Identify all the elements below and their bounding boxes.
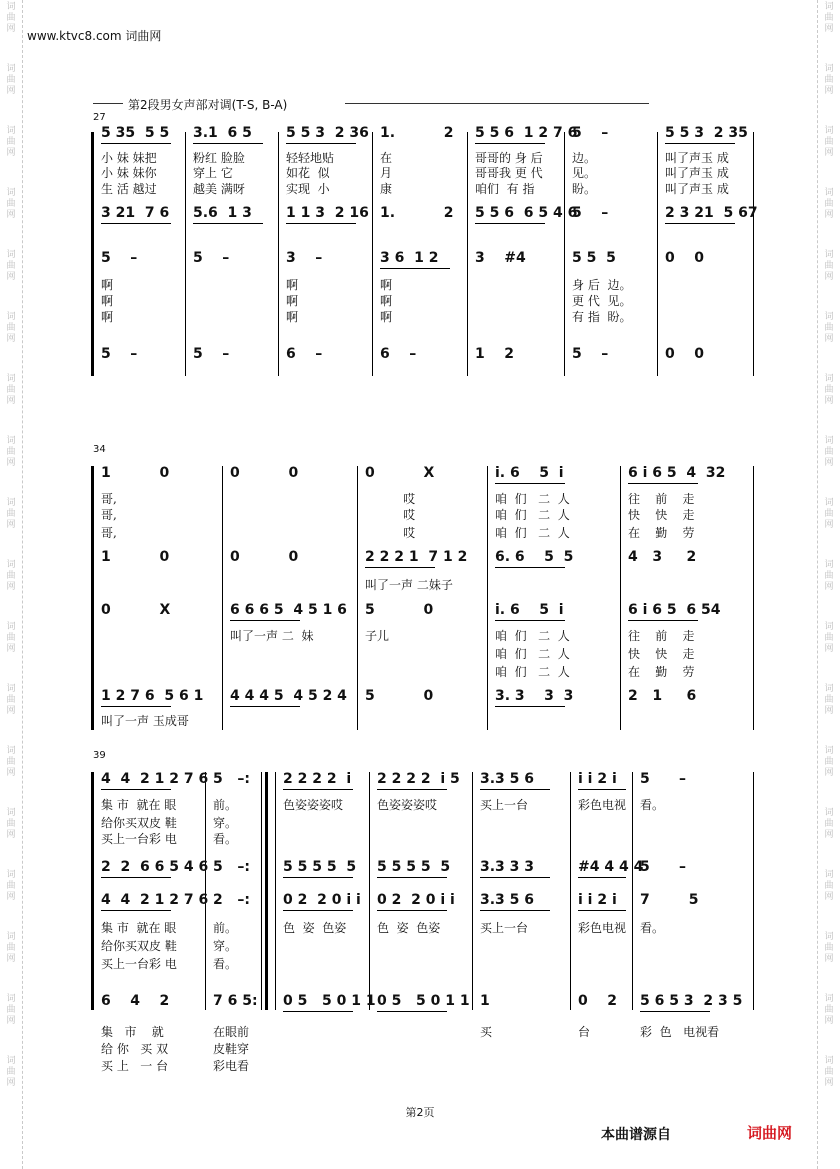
watermark-glyphs: 词 曲 网 [824, 684, 834, 716]
watermark-glyphs: 词 曲 网 [6, 560, 16, 592]
beam-underline [380, 268, 450, 269]
bar-line [185, 132, 186, 376]
jianpu-notes: 0 X [365, 465, 435, 481]
watermark-glyphs: 词 曲 网 [6, 312, 16, 344]
lyric-line: 越美 满呀 [193, 182, 245, 196]
watermark-glyphs: 词 曲 网 [824, 436, 834, 468]
lyric-line: 咱 们 二 人 [495, 629, 570, 643]
lyric-line: 啊 [380, 278, 393, 292]
jianpu-notes: 5 – [193, 250, 230, 266]
beam-underline [101, 223, 171, 224]
lyric-line: 色姿姿姿哎 [283, 798, 344, 812]
bar-line [753, 772, 754, 1010]
lyric-line: 集 市 就 [101, 1025, 164, 1039]
lyric-line: 在眼前 [213, 1025, 250, 1039]
lyric-line: 生 活 越过 [101, 182, 157, 196]
lyric-line: 盼。 [572, 182, 597, 196]
jianpu-notes: 5 –: [213, 859, 250, 875]
jianpu-notes: #4 4 4 4 [578, 859, 644, 875]
lyric-line: 买 [480, 1025, 493, 1039]
jianpu-notes: 5 5 3 2 36 [286, 125, 369, 141]
jianpu-notes: 0 5 5 0 1 1 [377, 993, 470, 1009]
jianpu-notes: 6 4 2 [101, 993, 170, 1009]
jianpu-notes: 4 4 2 1 2 7 6 [101, 892, 209, 908]
lyric-line: 穿。 [213, 939, 238, 953]
jianpu-notes: 4 3 2 [628, 549, 697, 565]
lyric-line: 更 代 见。 [572, 294, 632, 308]
lyric-line: 边。 [572, 151, 597, 165]
score-system [0, 112, 840, 452]
jianpu-notes: i. 6 5 i [495, 602, 564, 618]
jianpu-notes: 1 0 [101, 549, 170, 565]
bar-line [205, 772, 206, 1010]
jianpu-notes: 1 0 [101, 465, 170, 481]
lyric-line: 给你买双皮 鞋 [101, 816, 177, 830]
lyric-line: 咱 们 二 人 [495, 647, 570, 661]
lyric-line: 穿。 [213, 816, 238, 830]
watermark-glyphs: 词 曲 网 [824, 250, 834, 282]
jianpu-notes: 7 5 [640, 892, 699, 908]
repeat-bar [261, 772, 268, 1010]
lyric-line: 色 姿 色姿 [283, 921, 347, 935]
watermark-glyphs: 词 曲 网 [6, 374, 16, 406]
beam-underline [283, 877, 353, 878]
lyric-line: 看。 [640, 921, 665, 935]
jianpu-notes: i i 2 i [578, 892, 617, 908]
jianpu-notes: 5 – [572, 205, 609, 221]
beam-underline [640, 1011, 710, 1012]
beam-underline [628, 483, 698, 484]
measure-number: 34 [93, 444, 106, 455]
lyric-line: 给 你 买 双 [101, 1042, 169, 1056]
beam-underline [377, 789, 447, 790]
lyric-line: 色 姿 色姿 [377, 921, 441, 935]
lyric-line: 啊 [101, 294, 114, 308]
lyric-line: 哎 [365, 492, 416, 506]
watermark-glyphs: 词 曲 网 [6, 436, 16, 468]
jianpu-notes: 3.3 3 3 [480, 859, 535, 875]
beam-underline [365, 567, 435, 568]
bar-line [372, 132, 373, 376]
site-name: 词曲网 [125, 29, 162, 43]
jianpu-notes: 0 0 [230, 549, 299, 565]
jianpu-notes: 5 5 5 5 5 [377, 859, 451, 875]
jianpu-notes: i. 6 5 i [495, 465, 564, 481]
jianpu-notes: 5 5 5 5 5 [283, 859, 357, 875]
lyric-line: 叫了一声 二 妹 [230, 629, 314, 643]
lyric-line: 彩色电视 [578, 921, 627, 935]
watermark-glyphs: 词 曲 网 [6, 1056, 16, 1088]
beam-underline [377, 877, 447, 878]
watermark-glyphs: 词 曲 网 [824, 870, 834, 902]
beam-underline [101, 143, 171, 144]
lyric-line: 买上一台 [480, 798, 529, 812]
jianpu-notes: 6 i 6 5 4 32 [628, 465, 726, 481]
watermark-glyphs: 词 曲 网 [6, 684, 16, 716]
lyric-line: 往 前 走 [628, 629, 695, 643]
lyric-line: 啊 [286, 294, 299, 308]
jianpu-notes: 5 0 [365, 688, 434, 704]
bar-line [657, 132, 658, 376]
site-logo[interactable]: 词曲网 [747, 1124, 793, 1142]
beam-underline [578, 789, 626, 790]
watermark-glyphs: 词 曲 网 [824, 622, 834, 654]
watermark-glyphs: 词 曲 网 [824, 312, 834, 344]
bar-line [632, 772, 633, 1010]
lyric-line: 前。 [213, 921, 238, 935]
bar-line [369, 772, 370, 1010]
jianpu-notes: 6 – [380, 346, 417, 362]
watermark-glyphs: 词 曲 网 [6, 126, 16, 158]
lyric-line: 叫了一声 玉成哥 [101, 714, 189, 728]
jianpu-notes: 5 5 6 6 5 4 6 [475, 205, 578, 221]
section-line-left [93, 103, 123, 104]
lyric-line: 啊 [101, 310, 114, 324]
jianpu-notes: 5 6 5 3 2 3 5 [640, 993, 743, 1009]
jianpu-notes: 2 –: [213, 892, 250, 908]
jianpu-notes: 0 2 2 0 i i [377, 892, 455, 908]
lyric-line: 快 快 走 [628, 647, 695, 661]
lyric-line: 哥, [101, 492, 117, 506]
jianpu-notes: 5 – [101, 250, 138, 266]
watermark-glyphs: 词 曲 网 [824, 126, 834, 158]
bar-line [472, 772, 473, 1010]
lyric-line: 往 前 走 [628, 492, 695, 506]
jianpu-notes: 1 2 7 6 5 6 1 [101, 688, 204, 704]
watermark-glyphs: 词 曲 网 [6, 622, 16, 654]
jianpu-notes: 5 – [101, 346, 138, 362]
watermark-glyphs: 词 曲 网 [6, 64, 16, 96]
jianpu-notes: 5 – [572, 346, 609, 362]
watermark-glyphs: 词 曲 网 [6, 870, 16, 902]
beam-underline [377, 1011, 447, 1012]
bar-line [570, 772, 571, 1010]
beam-underline [101, 706, 171, 707]
lyric-line: 啊 [101, 278, 114, 292]
jianpu-notes: 2 1 6 [628, 688, 697, 704]
measure-number: 39 [93, 750, 106, 761]
watermark-glyphs: 词 曲 网 [6, 746, 16, 778]
lyric-line: 穿上 它 [193, 166, 233, 180]
beam-underline [475, 143, 545, 144]
beam-underline [193, 143, 263, 144]
jianpu-notes: 5 – [572, 125, 609, 141]
lyric-line: 哎 [365, 508, 416, 522]
beam-underline [377, 910, 447, 911]
lyric-line: 啊 [380, 310, 393, 324]
lyric-line: 小 妹 妹你 [101, 166, 157, 180]
jianpu-notes: 6. 6 5 5 [495, 549, 574, 565]
lyric-line: 彩 色 电视看 [640, 1025, 720, 1039]
bar-line [357, 466, 358, 730]
lyric-line: 哥哥的 身 后 [475, 151, 543, 165]
jianpu-notes: 3.3 5 6 [480, 892, 535, 908]
jianpu-notes: 5 –: [213, 771, 250, 787]
lyric-line: 月 [380, 166, 393, 180]
beam-underline [665, 143, 735, 144]
beam-underline [283, 1011, 353, 1012]
lyric-line: 啊 [286, 310, 299, 324]
jianpu-notes: 2 2 6 6 5 4 6 [101, 859, 209, 875]
beam-underline [578, 877, 626, 878]
lyric-line: 买上一台彩 电 [101, 957, 177, 971]
lyric-line: 叫了声玉 成 [665, 182, 729, 196]
lyric-line: 康 [380, 182, 393, 196]
score-system [0, 444, 840, 784]
jianpu-notes: 0 2 2 0 i i [283, 892, 361, 908]
lyric-line: 哥, [101, 526, 117, 540]
beam-underline [101, 910, 171, 911]
jianpu-notes: 7 6 5: [213, 993, 258, 1009]
system-brace [91, 466, 94, 730]
jianpu-notes: 0 X [101, 602, 171, 618]
beam-underline [283, 789, 353, 790]
score-system [0, 750, 840, 1090]
lyric-line: 彩色电视 [578, 798, 627, 812]
watermark-glyphs: 词 曲 网 [6, 932, 16, 964]
jianpu-notes: 4 4 4 5 4 5 2 4 [230, 688, 347, 704]
beam-underline [495, 706, 565, 707]
system-brace [91, 772, 94, 1010]
lyric-line: 如花 似 [286, 166, 330, 180]
jianpu-notes: 0 0 [230, 465, 299, 481]
lyric-line: 叫了声玉 成 [665, 166, 729, 180]
beam-underline [101, 789, 171, 790]
jianpu-notes: 1 2 [475, 346, 514, 362]
jianpu-notes: 5.6 1 3 [193, 205, 252, 221]
beam-underline [578, 910, 626, 911]
watermark-glyphs: 词 曲 网 [824, 64, 834, 96]
beam-underline [495, 567, 565, 568]
jianpu-notes: i i 2 i [578, 771, 617, 787]
site-url-text[interactable]: www.ktvc8.com [27, 29, 122, 43]
jianpu-notes: 2 2 2 2 i 5 [377, 771, 460, 787]
beam-underline [480, 910, 550, 911]
lyric-line: 轻轻地贴 [286, 151, 335, 165]
bar-line [275, 772, 276, 1010]
beam-underline [480, 789, 550, 790]
watermark-glyphs: 词 曲 网 [824, 808, 834, 840]
lyric-line: 在 [380, 151, 393, 165]
lyric-line: 哥哥我 更 代 [475, 166, 543, 180]
jianpu-notes: 5 – [193, 346, 230, 362]
beam-underline [286, 223, 356, 224]
lyric-line: 实现 小 [286, 182, 330, 196]
beam-underline [495, 620, 565, 621]
bar-line [487, 466, 488, 730]
lyric-line: 咱 们 二 人 [495, 508, 570, 522]
watermark-glyphs: 词 曲 网 [824, 2, 834, 34]
jianpu-notes: 2 3 21 5 67 [665, 205, 758, 221]
lyric-line: 哎 [365, 526, 416, 540]
source-label: 本曲谱源自 [601, 1127, 671, 1143]
lyric-line: 看。 [213, 832, 238, 846]
jianpu-notes: 5 5 5 [572, 250, 616, 266]
jianpu-notes: 0 2 [578, 993, 617, 1009]
lyric-line: 叫了声玉 成 [665, 151, 729, 165]
bar-line [564, 132, 565, 376]
lyric-line: 买 上 一 台 [101, 1059, 169, 1073]
lyric-line: 看。 [213, 957, 238, 971]
watermark-glyphs: 词 曲 网 [6, 994, 16, 1026]
lyric-line: 集 市 就在 眼 [101, 798, 177, 812]
watermark-glyphs: 词 曲 网 [824, 932, 834, 964]
jianpu-notes: 1. 2 [380, 125, 454, 141]
lyric-line: 皮鞋穿 [213, 1042, 250, 1056]
lyric-line: 看。 [640, 798, 665, 812]
bar-line [753, 132, 754, 376]
lyric-line: 买上一台彩 电 [101, 832, 177, 846]
jianpu-notes: 2 2 2 1 7 1 2 [365, 549, 468, 565]
jianpu-notes: 3. 3 3 3 [495, 688, 574, 704]
jianpu-notes: 2 2 2 2 i [283, 771, 352, 787]
jianpu-notes: 4 4 2 1 2 7 6 [101, 771, 209, 787]
watermark-glyphs: 词 曲 网 [6, 188, 16, 220]
beam-underline [480, 877, 550, 878]
section-line-right [345, 103, 649, 104]
lyric-line: 啊 [286, 278, 299, 292]
lyric-line: 啊 [380, 294, 393, 308]
bar-line [620, 466, 621, 730]
jianpu-notes: 1. 2 [380, 205, 454, 221]
beam-underline [475, 223, 545, 224]
lyric-line: 小 妹 妹把 [101, 151, 157, 165]
beam-underline [283, 910, 353, 911]
jianpu-notes: 0 0 [665, 250, 704, 266]
lyric-line: 哥, [101, 508, 117, 522]
lyric-line: 在 勤 劳 [628, 526, 695, 540]
jianpu-notes: 0 0 [665, 346, 704, 362]
beam-underline [665, 223, 735, 224]
lyric-line: 在 勤 劳 [628, 665, 695, 679]
watermark-glyphs: 词 曲 网 [6, 250, 16, 282]
watermark-glyphs: 词 曲 网 [824, 560, 834, 592]
beam-underline [230, 706, 300, 707]
watermark-glyphs: 词 曲 网 [824, 746, 834, 778]
watermark-glyphs: 词 曲 网 [824, 1056, 834, 1088]
jianpu-notes: 3.3 5 6 [480, 771, 535, 787]
jianpu-notes: 0 5 5 0 1 1 [283, 993, 376, 1009]
lyric-line: 子儿 [365, 629, 390, 643]
lyric-line: 给你买双皮 鞋 [101, 939, 177, 953]
lyric-line: 粉红 脸脸 [193, 151, 245, 165]
beam-underline [193, 223, 263, 224]
jianpu-notes: 1 1 3 2 16 [286, 205, 369, 221]
watermark-glyphs: 词 曲 网 [6, 2, 16, 34]
jianpu-notes: 5 0 [365, 602, 434, 618]
jianpu-notes: 3 21 7 6 [101, 205, 170, 221]
lyric-line: 叫了一声 二妹子 [365, 578, 453, 592]
lyric-line: 身 后 边。 [572, 278, 632, 292]
lyric-line: 快 快 走 [628, 508, 695, 522]
page-number: 第2页 [405, 1106, 435, 1119]
watermark-glyphs: 词 曲 网 [824, 188, 834, 220]
lyric-line: 彩电看 [213, 1059, 250, 1073]
lyric-line: 咱 们 二 人 [495, 492, 570, 506]
jianpu-notes: 5 35 5 5 [101, 125, 170, 141]
jianpu-notes: 5 – [640, 859, 686, 875]
lyric-line: 有 指 盼。 [572, 310, 632, 324]
jianpu-notes: 5 5 6 1 2 7 6 [475, 125, 578, 141]
jianpu-notes: 3.1 6 5 [193, 125, 252, 141]
jianpu-notes: 1 [480, 993, 490, 1009]
jianpu-notes: 6 – [286, 346, 323, 362]
lyric-line: 咱们 有 指 [475, 182, 535, 196]
watermark-glyphs: 词 曲 网 [824, 374, 834, 406]
lyric-line: 咱 们 二 人 [495, 665, 570, 679]
jianpu-notes: 3 – [286, 250, 323, 266]
beam-underline [286, 143, 356, 144]
watermark-glyphs: 词 曲 网 [6, 808, 16, 840]
bar-line [222, 466, 223, 730]
watermark-glyphs: 词 曲 网 [6, 498, 16, 530]
jianpu-notes: 6 i 6 5 6 54 [628, 602, 721, 618]
watermark-glyphs: 词 曲 网 [824, 498, 834, 530]
bar-line [753, 466, 754, 730]
lyric-line: 集 市 就在 眼 [101, 921, 177, 935]
section-title: 第2段男女声部对调(T-S, B-A) [128, 98, 288, 112]
jianpu-notes: 3 6 1 2 [380, 250, 439, 266]
beam-underline [495, 483, 565, 484]
jianpu-notes: 3 #4 [475, 250, 526, 266]
beam-underline [101, 877, 171, 878]
measure-number: 27 [93, 112, 106, 123]
bar-line [467, 132, 468, 376]
beam-underline [230, 620, 300, 621]
lyric-line: 见。 [572, 166, 597, 180]
lyric-line: 色姿姿姿哎 [377, 798, 438, 812]
system-brace [91, 132, 94, 376]
beam-underline [628, 620, 698, 621]
watermark-glyphs: 词 曲 网 [824, 994, 834, 1026]
lyric-line: 咱 们 二 人 [495, 526, 570, 540]
jianpu-notes: 6 6 6 5 4 5 1 6 [230, 602, 347, 618]
lyric-line: 前。 [213, 798, 238, 812]
lyric-line: 台 [578, 1025, 591, 1039]
lyric-line: 买上一台 [480, 921, 529, 935]
site-url[interactable] [27, 27, 161, 44]
bar-line [278, 132, 279, 376]
jianpu-notes: 5 – [640, 771, 686, 787]
jianpu-notes: 5 5 3 2 35 [665, 125, 748, 141]
